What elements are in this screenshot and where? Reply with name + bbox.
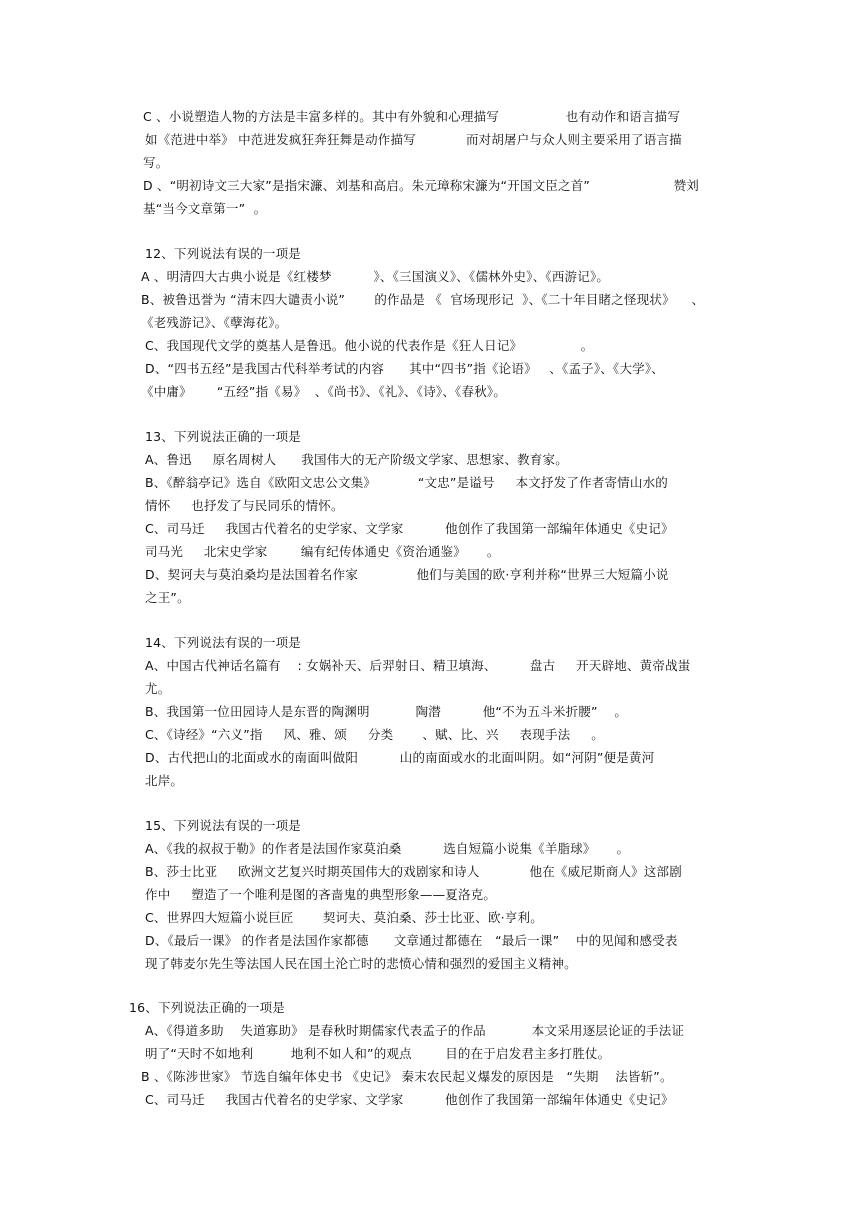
text-line: 写。 bbox=[143, 155, 169, 170]
question-heading: 16、下列说法正确的一项是 bbox=[129, 1000, 286, 1015]
question-heading: 12、下列说法有误的一项是 bbox=[145, 246, 302, 261]
text-line: C、我国现代文学的奠基人是鲁迅。他小说的代表作是《狂人日记》 。 bbox=[145, 338, 594, 353]
text-line: 《老残游记》、《孽海花》。 bbox=[141, 315, 288, 330]
text-line: C 、小说塑造人物的方法是丰富多样的。其中有外貌和心理描写 也有动作和语言描写 bbox=[143, 109, 681, 124]
text-line: 基“当今文章第一” 。 bbox=[143, 201, 267, 216]
text-line: D 、“明初诗文三大家”是指宋濂、刘基和高启。朱元璋称宋濂为“开国文臣之首” 赞刘 bbox=[143, 178, 699, 193]
text-line: 《中庸》 “五经”指《易》 、《尚书》、《礼》、《诗》、《春秋》。 bbox=[141, 384, 507, 399]
text-line: C、世界四大短篇小说巨匠 契诃夫、莫泊桑、莎士比亚、欧·亨利。 bbox=[145, 910, 543, 925]
text-line: B、莎士比亚 欧洲文艺复兴时期英国伟大的戏剧家和诗人 他在《威尼斯商人》这部剧 bbox=[145, 864, 682, 879]
text-line: A、鲁迅 原名周树人 我国伟大的无产阶级文学家、思想家、教育家。 bbox=[145, 452, 568, 467]
text-line: 如《范进中举》 中范进发疯狂奔狂舞是动作描写 而对胡屠户与众人则主要采用了语言描 bbox=[145, 132, 682, 147]
text-line: B、被鲁迅誉为 “清末四大谴责小说” 的作品是 《 官场现形记 》、《二十年目睹之怪现状》 、 bbox=[141, 292, 705, 307]
text-line: D、《最后一课》 的作者是法国作家都德 文章通过都德在 “最后一课” 中的见闻和感受表 bbox=[145, 933, 678, 948]
text-line: B 、《陈涉世家》 节选自编年体史书 《史记》 秦末农民起义爆发的原因是 “失期 法皆斩”。 bbox=[141, 1069, 673, 1084]
text-line: C、司马迁 我国古代着名的史学家、文学家 他创作了我国第一部编年体通史《史记》 bbox=[145, 521, 674, 536]
text-line: 北岸。 bbox=[145, 773, 184, 788]
text-line: B、《醉翁亭记》选自《欧阳文忠公文集》 “文忠”是谥号 本文抒发了作者寄情山水的 bbox=[145, 475, 668, 490]
text-line: A 、明清四大古典小说是《红楼梦 》、《三国演义》、《儒林外史》、《西游记》。 bbox=[141, 269, 610, 284]
text-line: D、“四书五经”是我国古代科举考试的内容 其中“四书”指《论语》 、《孟子》、《大学》、 bbox=[145, 361, 664, 376]
text-line: 作中 塑造了一个唯利是图的吝啬鬼的典型形象——夏洛克。 bbox=[145, 887, 497, 902]
text-line: 司马光 北宋史学家 编有纪传体通史《资治通鉴》 。 bbox=[145, 544, 500, 559]
question-heading: 13、下列说法正确的一项是 bbox=[145, 429, 302, 444]
question-heading: 15、下列说法有误的一项是 bbox=[145, 818, 302, 833]
text-line: A、《得道多助 失道寡助》 是春秋时期儒家代表孟子的作品 本文采用逐层论证的手法证 bbox=[145, 1023, 685, 1038]
text-line: 尤。 bbox=[145, 681, 171, 696]
text-line: 情怀 也抒发了与民同乐的情怀。 bbox=[145, 498, 344, 513]
text-line: A、中国古代神话名篇有 : 女娲补天、后羿射日、精卫填海、 盘古 开天辟地、黄帝战蚩 bbox=[145, 658, 691, 673]
text-line: D、契诃夫与莫泊桑均是法国着名作家 他们与美国的欧·亨利并称“世界三大短篇小说 bbox=[145, 567, 669, 582]
text-line: 明了“天时不如地利 地利不如人和”的观点 目的在于启发君主多打胜仗。 bbox=[145, 1046, 611, 1061]
text-line: 现了韩麦尔先生等法国人民在国土沦亡时的悲愤心情和强烈的爱国主义精神。 bbox=[145, 956, 577, 971]
text-line: B、我国第一位田园诗人是东晋的陶渊明 陶潜 他“不为五斗米折腰” 。 bbox=[145, 704, 628, 719]
text-line: C、《诗经》“六义”指 风、雅、颂 分类 、赋、比、兴 表现手法 。 bbox=[145, 727, 604, 742]
question-heading: 14、下列说法有误的一项是 bbox=[145, 635, 302, 650]
text-line: D、古代把山的北面或水的南面叫做阳 山的南面或水的北面叫阴。如“河阴”便是黄河 bbox=[145, 750, 655, 765]
text-line: 之王”。 bbox=[145, 590, 190, 605]
text-line: C、司马迁 我国古代着名的史学家、文学家 他创作了我国第一部编年体通史《史记》 bbox=[145, 1092, 674, 1107]
text-line: A、《我的叔叔于勒》的作者是法国作家莫泊桑 选自短篇小说集《羊脂球》 。 bbox=[145, 841, 630, 856]
